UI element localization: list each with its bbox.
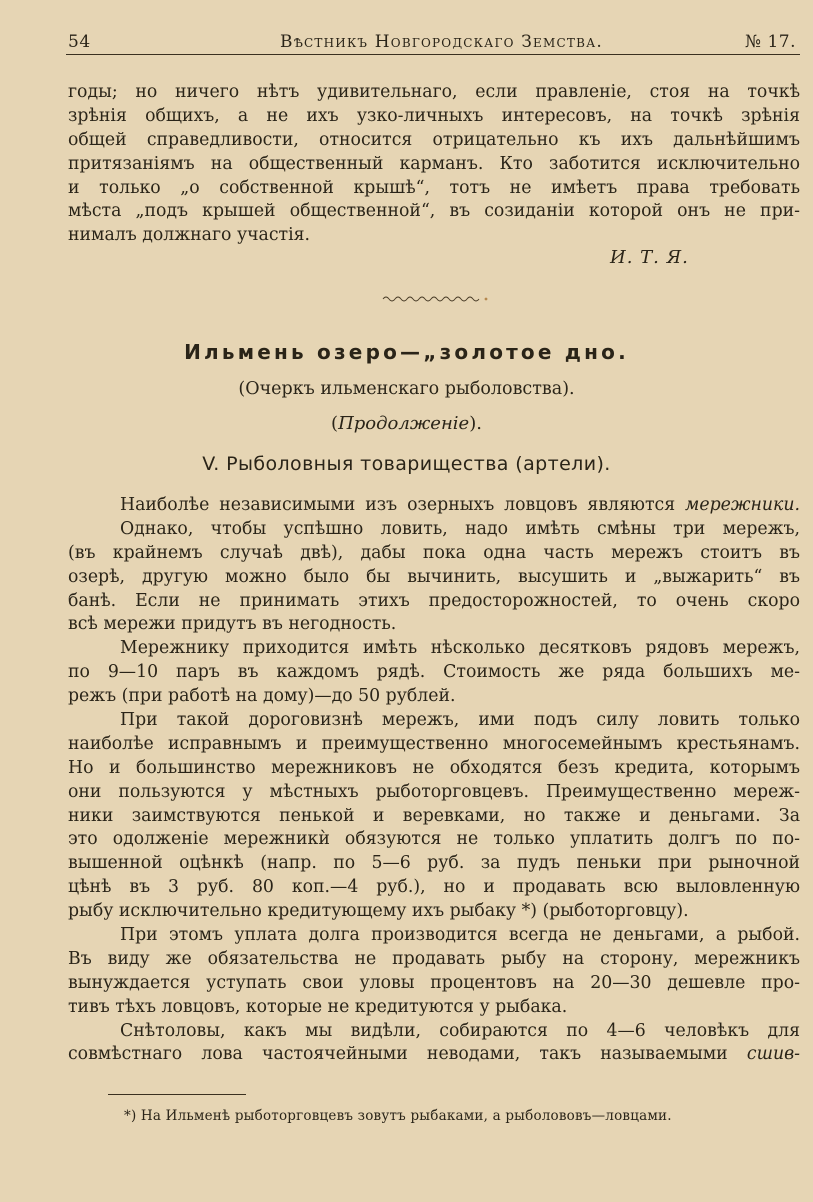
text-line — [68, 1043, 800, 1067]
text-line — [68, 852, 800, 876]
line-text: цѣнѣ въ 3 руб. 80 коп.—4 руб.), но и продавать всю выловленную — [68, 877, 800, 898]
header-rule — [66, 54, 800, 55]
footnote: *) На Ильменѣ рыботорговцевъ зовутъ рыбаками, а рыболововъ—ловцами. — [124, 1108, 672, 1124]
article-title: Ильмень озеро—„золотое дно. — [184, 340, 629, 364]
text-line — [68, 494, 800, 518]
text-line — [68, 805, 800, 829]
line-text: совмѣстнаго лова частоячейными неводами, такъ называемыми — [68, 1044, 747, 1065]
emphasized-term: мережники. — [685, 495, 800, 515]
text-line — [68, 948, 800, 972]
text-line — [68, 613, 800, 637]
text-line: годы; но ничего нѣтъ удивительнаго, если правленіе, стоя на точкѣ — [68, 82, 800, 102]
running-header — [66, 30, 800, 56]
issue-number: № 17. — [744, 32, 796, 52]
text-line — [68, 542, 800, 566]
text-line: притязаніямъ на общественный карманъ. Кто заботится исключительно — [68, 153, 800, 174]
text-line — [68, 590, 800, 614]
ornament-divider — [381, 294, 491, 304]
line-text: банѣ. Если не принимать этихъ предосторожностей, то очень скоро — [68, 590, 800, 611]
line-text: Однако, чтобы успѣшно ловить, надо имѣть смѣны три мережъ, — [120, 518, 800, 539]
line-text: Наиболѣе независимыми изъ озерныхъ ловцовъ являются — [120, 495, 686, 515]
line-text: это одолженіе мережникѝ обязуются не только уплатить долгъ по по- — [68, 829, 800, 850]
page-number: 54 — [68, 32, 91, 52]
article-subtitle: (Очеркъ ильменскаго рыболовства). — [238, 379, 575, 399]
line-text: Снѣтоловы, какъ мы видѣли, собираются по 4—6 человѣкъ для — [120, 1020, 800, 1041]
text-line — [68, 709, 800, 733]
text-line — [68, 1020, 800, 1044]
text-line — [68, 685, 800, 709]
text-line — [68, 996, 800, 1020]
emphasized-term: сшив- — [746, 1044, 800, 1065]
text-line: и только „о собственной крышѣ“, тотъ не имѣетъ права требовать — [68, 177, 800, 198]
text-line — [68, 900, 800, 924]
text-line — [68, 518, 800, 542]
line-text: При этомъ уплата долга производится всегда не деньгами, а рыбой. — [120, 925, 800, 946]
line-text: вышенной оцѣнкѣ (напр. по 5—6 руб. за пудъ пеньки при рыночной — [68, 853, 800, 874]
line-text: наиболѣе исправнымъ и преимущественно многосемейнымъ крестьянамъ. — [68, 733, 800, 754]
section-heading: V. Рыболовныя товарищества (артели). — [202, 453, 611, 475]
line-text: Но и большинство мережниковъ не обходятся безъ кредита, которымъ — [68, 757, 800, 778]
line-text: всѣ мережи придутъ въ негодность. — [68, 614, 397, 635]
previous-article-text — [68, 81, 800, 248]
line-text: режъ (при работѣ на дому)—до 50 рублей. — [68, 686, 456, 707]
line-text: ники заимствуются пенькой и веревками, но также и деньгами. За — [68, 805, 800, 826]
line-text: Мережнику приходится имѣть нѣсколько десятковъ рядовъ мережъ, — [120, 638, 800, 659]
text-line: зрѣнія общихъ, а не ихъ узко-личныхъ интересовъ, на точкѣ зрѣнія — [68, 105, 800, 126]
text-line — [68, 566, 800, 590]
text-line: общей справедливости, относится отрицательно къ ихъ дальнѣйшимъ — [68, 129, 800, 150]
line-text: Въ виду же обязательства не продавать рыбу на сторону, мережникъ — [68, 948, 800, 969]
line-text: озерѣ, другую можно было бы вычинить, высушить и „выжарить“ въ — [68, 566, 800, 587]
line-text: они пользуются у мѣстныхъ рыботорговцевъ. Преимущественно мереж- — [68, 781, 800, 802]
continuation-label: Продолженіе — [338, 413, 470, 434]
article-body — [68, 494, 800, 1067]
text-line — [68, 757, 800, 781]
line-text: тивъ тѣхъ ловцовъ, которые не кредитуются у рыбака. — [68, 996, 568, 1017]
text-line — [68, 828, 800, 852]
text-line — [68, 924, 800, 948]
continuation-note: (Продолженіе). — [331, 413, 482, 434]
line-text: рыбу исключительно кредитующему ихъ рыбаку *) (рыботорговцу). — [68, 901, 689, 922]
line-text: (въ крайнемъ случаѣ двѣ), дабы пока одна часть мережъ стоитъ въ — [68, 542, 800, 563]
footnote-rule — [108, 1094, 246, 1095]
text-line — [68, 781, 800, 805]
text-line — [68, 637, 800, 661]
line-text: При такой дороговизнѣ мережъ, ими подъ силу ловить только — [120, 710, 800, 731]
text-line — [68, 972, 800, 996]
line-text: по 9—10 паръ въ каждомъ рядѣ. Стоимость же ряда большихъ ме- — [68, 662, 800, 683]
author-signature: И. Т. Я. — [610, 247, 689, 268]
text-line — [68, 876, 800, 900]
journal-title: Вѣстникъ Новгородскаго Земства. — [280, 32, 603, 52]
text-line: нималъ должнаго участія. — [68, 225, 310, 246]
text-line — [68, 733, 800, 757]
text-line: мѣста „подъ крышей общественной“, въ созиданіи которой онъ не при- — [68, 201, 800, 222]
line-text: вынуждается уступать свои уловы процентовъ на 20—30 дешевле про- — [68, 972, 800, 993]
text-line — [68, 661, 800, 685]
